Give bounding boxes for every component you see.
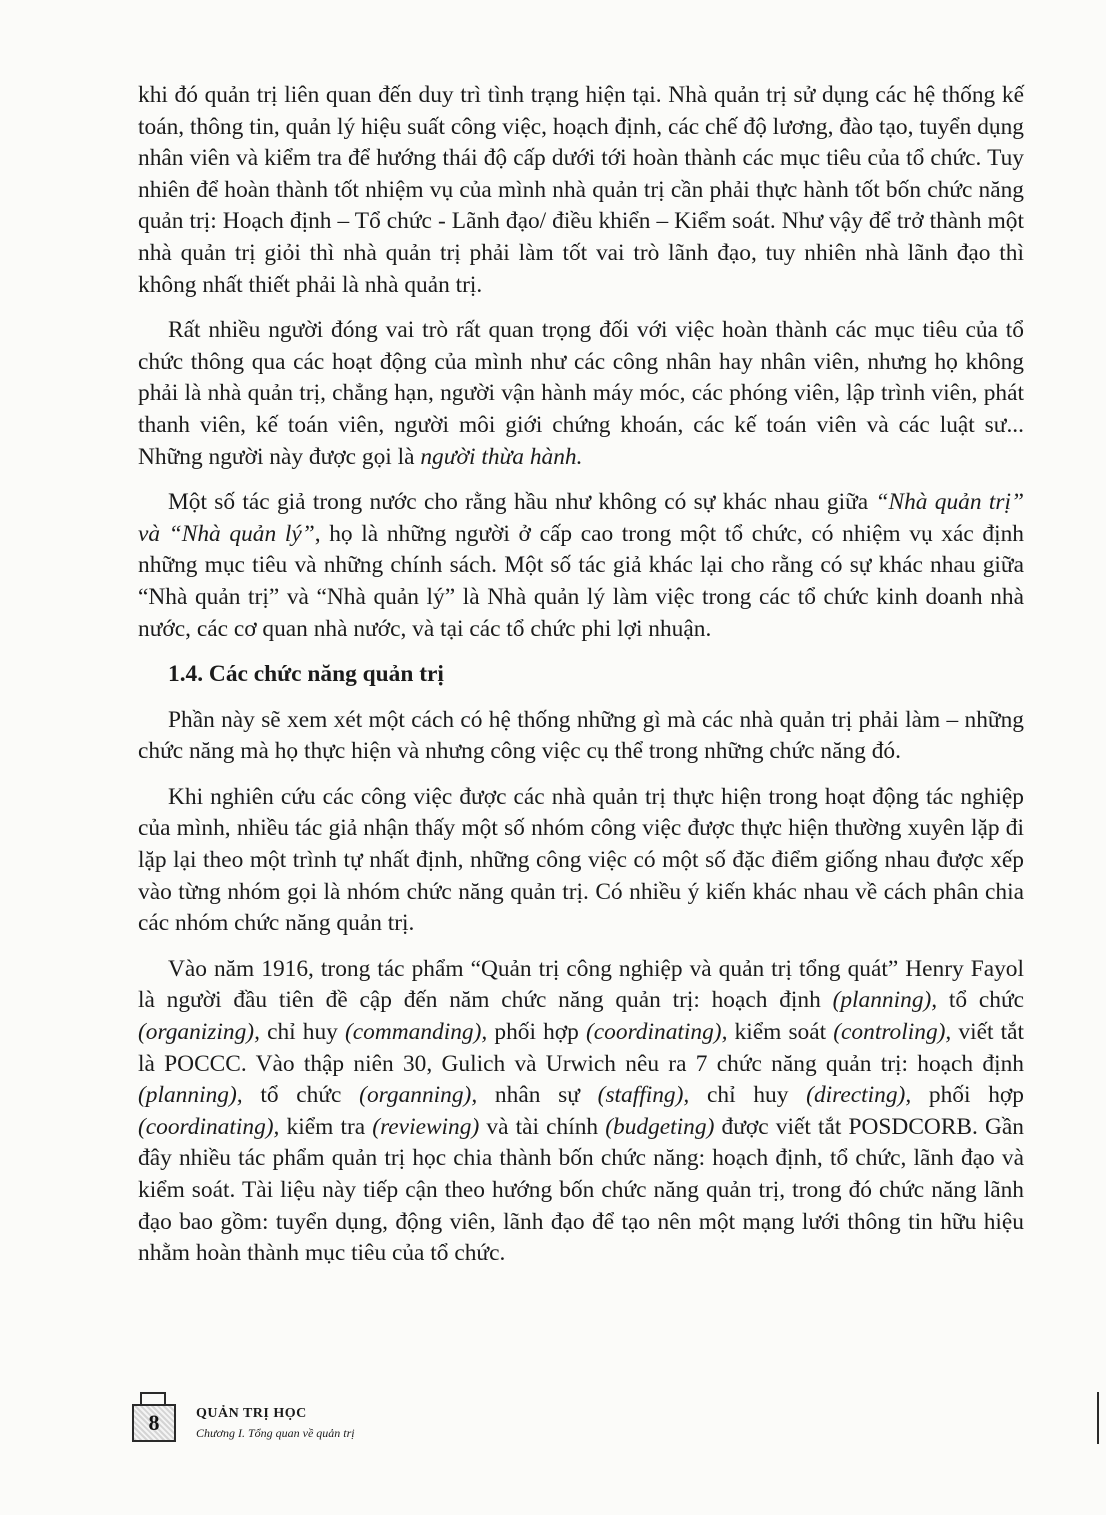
page-number-tab-decoration <box>140 1392 166 1404</box>
margin-rule <box>1097 1392 1099 1444</box>
italic-term: (coordinating), <box>138 1113 280 1140</box>
italic-term: người thừa hành. <box>420 443 583 470</box>
page-number: 8 <box>148 1410 160 1435</box>
paragraph-text: tổ chức <box>937 987 1025 1014</box>
paragraph-text: Một số tác giả trong nước cho rằng hầu như không có sự khác nhau giữa <box>168 489 876 516</box>
paragraph-text: Vào năm 1916, trong tác phẩm “Quản trị công nghiệp và quản trị tổng quát” Henry Fayol là người đầu tiên đề cập đến năm chức năng quản trị: hoạch định <box>138 955 1024 1014</box>
italic-term: (organning), <box>359 1082 478 1109</box>
italic-term: (planning), <box>138 1082 243 1109</box>
section-heading: 1.4. Các chức năng quản trị <box>168 661 444 688</box>
page-body <box>138 80 1024 1270</box>
paragraph-text: kiểm soát <box>727 1019 834 1046</box>
italic-term: (reviewing) <box>372 1113 480 1140</box>
italic-term: (organizing), <box>138 1019 260 1046</box>
paragraph-function-groups: Khi nghiên cứu các công việc được các nhà quản trị thực hiện trong hoạt động tác nghiệp của mình, nhiều tác giả nhận thấy một số nhóm công việc được thực hiện thường xuyên lặp đi lặp lại theo một trình tự nhất định, những công việc có một số đặc điểm giống nhau được xếp vào từng nhóm gọi là nhóm chức năng quản trị. Có nhiều ý kiến khác nhau về cách phân chia các nhóm chức năng quản trị. <box>138 783 1024 937</box>
italic-term: (commanding), <box>345 1019 488 1046</box>
paragraph-text: và tài chính <box>479 1113 606 1140</box>
paragraph-text: chỉ huy <box>689 1082 807 1109</box>
paragraph-text: được viết tắt POSDCORB. Gần đây nhiều tác phẩm quản trị học chia thành bốn chức năng: hoạch định, tổ chức, lãnh đạo và kiểm soát. Tài liệu này tiếp cận theo hướng bốn chức năng quản trị, trong đó chức năng lãnh đạo bao gồm: tuyển dụng, động viên, lãnh đạo để tạo nên một mạng lưới thông tin hữu hiệu nhằm hoàn thành mục tiêu của tổ chức. <box>138 1113 1024 1267</box>
italic-term: (budgeting) <box>605 1113 715 1140</box>
italic-term: (directing), <box>806 1082 912 1109</box>
paragraph-text: , họ là những người ở cấp cao trong một tổ chức, có nhiệm vụ xác định những mục tiêu và những chính sách. Một số tác giả khác lại cho rằng có sự khác nhau giữa “Nhà quản trị” và “Nhà quản lý” là Nhà quản lý làm việc trong các tổ chức kinh doanh nhà nước, các cơ quan nhà nước, và tại các tổ chức phi lợi nhuận. <box>138 520 1025 642</box>
paragraph-text: kiểm tra <box>279 1113 373 1140</box>
paragraph-text: phối hợp <box>911 1082 1024 1109</box>
page-number-box <box>132 1404 176 1442</box>
paragraph-text: chỉ huy <box>259 1019 345 1046</box>
paragraph-text: tổ chức <box>242 1082 360 1109</box>
paragraph-text: nhân sự <box>477 1082 598 1109</box>
italic-term: (staffing), <box>597 1082 690 1109</box>
italic-term: “Nhà quản trị” và “Nhà quản lý” <box>138 489 1024 547</box>
italic-term: (coordinating), <box>586 1019 728 1046</box>
page-footer <box>128 1390 528 1450</box>
paragraph-text: Rất nhiều người đóng vai trò rất quan trọng đối với việc hoàn thành các mục tiêu của tổ chức thông qua các hoạt động của mình như các công nhân hay nhân viên, nhưng họ không phải là nhà quản trị, chẳng hạn, người vận hành máy móc, các phóng viên, lập trình viên, phát thanh viên, kế toán viên, người môi giới chứng khoán, các kế toán viên và các luật sư... Những người này được gọi là <box>138 317 1024 470</box>
paragraph-executors <box>138 315 1024 473</box>
chapter-title: Chương I. Tổng quan về quản trị <box>196 1426 355 1440</box>
italic-term: (planning), <box>832 987 938 1014</box>
paragraph-manager-definitions <box>138 487 1024 645</box>
paragraph-continuation: khi đó quản trị liên quan đến duy trì tình trạng hiện tại. Nhà quản trị sử dụng các hệ thống kế toán, thông tin, quản lý hiệu suất công việc, hoạch định, các chế độ lương, đào tạo, tuyển dụng nhân viên và kiểm tra để hướng thái độ cấp dưới tới hoàn thành các mục tiêu của tổ chức. Tuy nhiên để hoàn thành tốt nhiệm vụ của mình nhà quản trị cần phải thực hành tốt bốn chức năng quản trị: Hoạch định – Tổ chức - Lãnh đạo/ điều khiển – Kiểm soát. Như vậy để trở thành một nhà quản trị giỏi thì nhà quản trị phải làm tốt vai trò lãnh đạo, tuy nhiên nhà lãnh đạo thì không nhất thiết phải là nhà quản trị. <box>138 82 1024 298</box>
book-title: QUẢN TRỊ HỌC <box>196 1406 307 1421</box>
paragraph-text: viết tắt là POCCC. Vào thập niên 30, Gulich và Urwich nêu ra 7 chức năng quản trị: hoạch định <box>138 1019 1024 1077</box>
paragraph-section-intro: Phần này sẽ xem xét một cách có hệ thống những gì mà các nhà quản trị phải làm – những chức năng mà họ thực hiện và nhưng công việc cụ thể trong những chức năng đó. <box>138 706 1024 765</box>
paragraph-fayol-history <box>138 954 1024 1270</box>
italic-term: (controling), <box>833 1019 952 1046</box>
paragraph-text: phối hợp <box>487 1019 587 1046</box>
